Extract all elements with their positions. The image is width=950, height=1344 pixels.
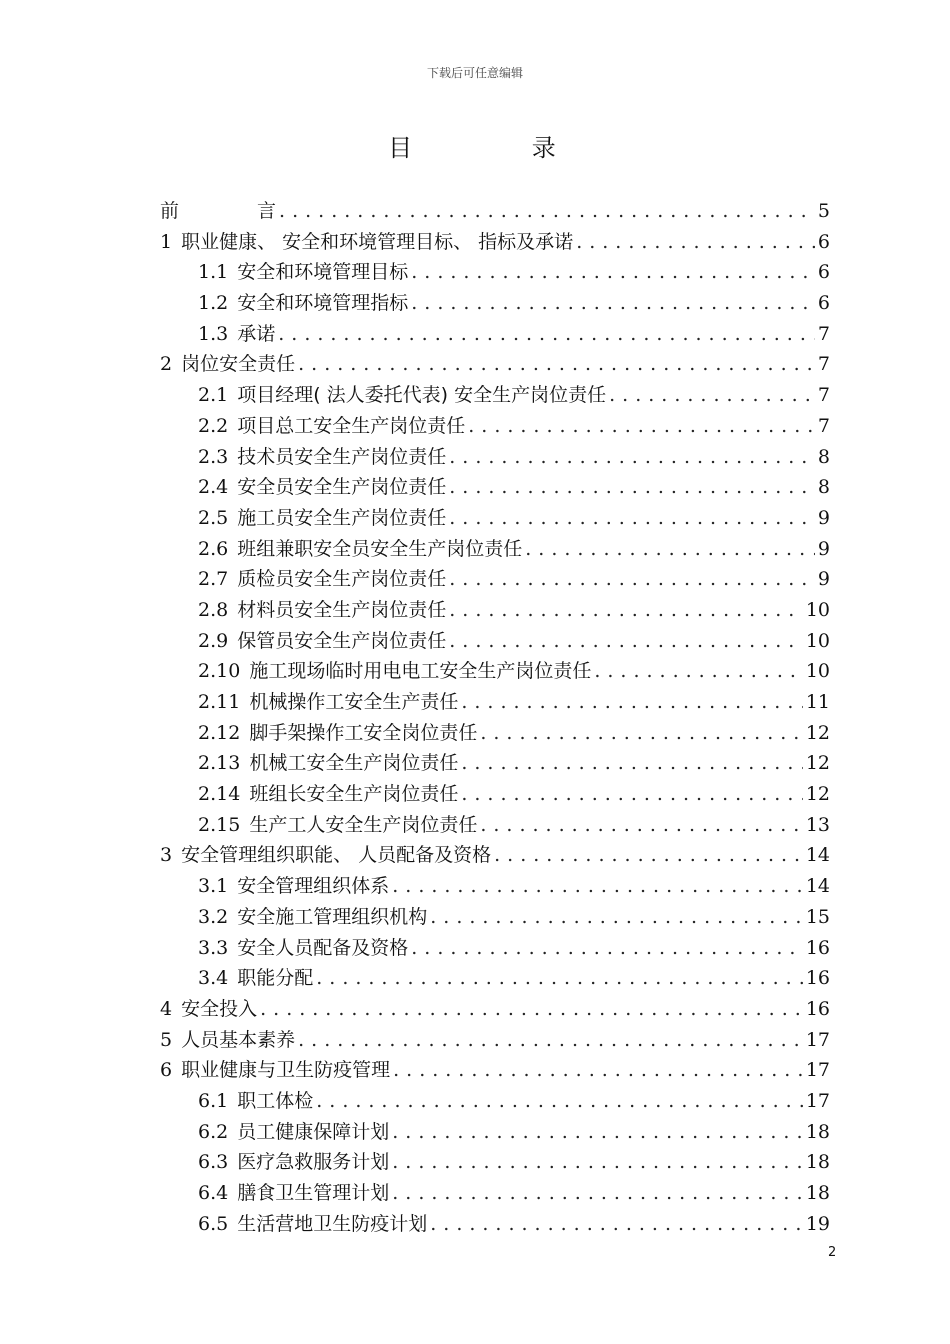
toc-entry-page: 16 bbox=[805, 967, 830, 990]
toc-entry[interactable] bbox=[160, 656, 830, 687]
toc-entry-number: 3.1 bbox=[198, 875, 229, 898]
toc-entry-number: 2.7 bbox=[198, 568, 229, 591]
toc-entry-page: 18 bbox=[805, 1151, 830, 1174]
toc-dot-leader bbox=[480, 718, 802, 749]
toc-entry-title: 前 言 bbox=[160, 200, 277, 222]
toc-entry[interactable] bbox=[160, 349, 830, 380]
toc-entry[interactable] bbox=[160, 472, 830, 503]
toc-entry-title: 岗位安全责任 bbox=[181, 353, 296, 376]
toc-entry-page: 17 bbox=[805, 1028, 830, 1051]
toc-entry-title: 安全管理组织职能、 人员配备及资格 bbox=[181, 844, 492, 867]
toc-entry-title: 脚手架操作工安全岗位责任 bbox=[249, 721, 478, 744]
toc-dot-leader bbox=[392, 871, 803, 902]
toc-entry-title: 安全和环境管理指标 bbox=[237, 292, 409, 315]
toc-entry-number: 5 bbox=[160, 1028, 173, 1051]
toc-dot-leader bbox=[594, 656, 802, 687]
toc-entry-title: 施工员安全生产岗位责任 bbox=[237, 506, 447, 529]
toc-entry[interactable] bbox=[160, 963, 830, 994]
toc-entry-number: 2.13 bbox=[198, 752, 241, 775]
page-header: 下载后可任意编辑 bbox=[426, 66, 523, 80]
toc-entry[interactable] bbox=[160, 411, 830, 442]
toc-entry-title: 机械工安全生产岗位责任 bbox=[249, 752, 459, 775]
toc-entry-title: 职能分配 bbox=[237, 967, 314, 990]
toc-entry[interactable] bbox=[160, 840, 830, 871]
toc-entry-page: 19 bbox=[805, 1212, 830, 1235]
toc-entry-page: 8 bbox=[817, 445, 830, 468]
toc-entry-number: 2 bbox=[160, 353, 173, 376]
toc-entry-page: 7 bbox=[817, 353, 830, 376]
toc-dot-leader bbox=[468, 411, 815, 442]
toc-entry-number: 2.8 bbox=[198, 598, 229, 621]
toc-entry-number: 1.1 bbox=[198, 261, 229, 284]
page-number: 2 bbox=[828, 1245, 837, 1260]
toc-entry-number: 2.1 bbox=[198, 384, 229, 407]
toc-dot-leader bbox=[525, 534, 815, 565]
toc-entry[interactable] bbox=[160, 319, 830, 350]
toc-entry[interactable] bbox=[160, 227, 830, 258]
toc-entry-title: 项目经理( 法人委托代表) 安全生产岗位责任 bbox=[237, 384, 607, 407]
toc-entry[interactable] bbox=[160, 1086, 830, 1117]
toc-entry-title: 班组长安全生产岗位责任 bbox=[249, 783, 459, 806]
toc-entry-number: 2.12 bbox=[198, 721, 241, 744]
toc-entry-number: 4 bbox=[160, 997, 173, 1020]
toc-entry-title: 安全施工管理组织机构 bbox=[237, 905, 428, 928]
toc-entry[interactable] bbox=[160, 442, 830, 473]
toc-entry-page: 7 bbox=[817, 384, 830, 407]
toc-entry-title: 保管员安全生产岗位责任 bbox=[237, 629, 447, 652]
toc-entry-title: 安全和环境管理目标 bbox=[237, 261, 409, 284]
toc-dot-leader bbox=[494, 840, 803, 871]
table-of-contents bbox=[160, 196, 830, 1239]
toc-entry[interactable] bbox=[160, 779, 830, 810]
toc-entry-number: 6 bbox=[160, 1059, 173, 1082]
toc-entry[interactable] bbox=[160, 1117, 830, 1148]
toc-entry-number: 1 bbox=[160, 230, 173, 253]
toc-entry-title: 生活营地卫生防疫计划 bbox=[237, 1212, 428, 1235]
toc-entry-title: 质检员安全生产岗位责任 bbox=[237, 568, 447, 591]
toc-dot-leader bbox=[461, 748, 802, 779]
toc-entry[interactable] bbox=[160, 196, 830, 227]
toc-entry-title: 班组兼职安全员安全生产岗位责任 bbox=[237, 537, 523, 560]
toc-entry[interactable] bbox=[160, 748, 830, 779]
toc-entry-number: 6.3 bbox=[198, 1151, 229, 1174]
toc-entry-page: 17 bbox=[805, 1059, 830, 1082]
toc-dot-leader bbox=[449, 595, 803, 626]
toc-entry[interactable] bbox=[160, 1055, 830, 1086]
toc-entry-number: 6.4 bbox=[198, 1182, 229, 1204]
toc-entry-title: 安全员安全生产岗位责任 bbox=[237, 476, 447, 499]
toc-entry[interactable] bbox=[160, 257, 830, 288]
toc-entry-number: 2.3 bbox=[198, 445, 229, 468]
toc-entry-page: 13 bbox=[805, 813, 830, 836]
toc-dot-leader bbox=[260, 994, 803, 1025]
toc-entry[interactable] bbox=[160, 288, 830, 319]
toc-dot-leader bbox=[461, 687, 802, 718]
toc-entry[interactable] bbox=[160, 595, 830, 626]
toc-dot-leader bbox=[298, 349, 815, 380]
toc-entry-title: 安全管理组织体系 bbox=[237, 875, 390, 898]
toc-entry-number: 1.3 bbox=[198, 322, 229, 345]
toc-entry-number: 6.5 bbox=[198, 1212, 229, 1235]
toc-entry[interactable] bbox=[160, 1147, 830, 1178]
toc-entry-page: 8 bbox=[817, 476, 830, 499]
toc-entry-title: 承诺 bbox=[237, 322, 276, 345]
toc-entry-page: 6 bbox=[817, 230, 830, 253]
toc-entry-title: 医疗急救服务计划 bbox=[237, 1151, 390, 1174]
toc-entry-title: 安全人员配备及资格 bbox=[237, 936, 409, 959]
toc-entry-number: 3.3 bbox=[198, 936, 229, 959]
toc-entry-number: 2.11 bbox=[198, 691, 241, 713]
toc-entry-title: 技术员安全生产岗位责任 bbox=[237, 445, 447, 468]
toc-entry[interactable] bbox=[160, 534, 830, 565]
toc-dot-leader bbox=[411, 257, 815, 288]
toc-entry[interactable] bbox=[160, 564, 830, 595]
toc-entry-title: 项目总工安全生产岗位责任 bbox=[237, 414, 466, 437]
toc-entry[interactable] bbox=[160, 902, 830, 933]
toc-entry-title: 生产工人安全生产岗位责任 bbox=[249, 813, 478, 836]
toc-entry-page: 10 bbox=[805, 598, 830, 621]
toc-entry-page: 9 bbox=[817, 568, 830, 591]
toc-dot-leader bbox=[392, 1178, 803, 1209]
toc-entry-title: 膳食卫生管理计划 bbox=[237, 1182, 390, 1204]
toc-entry[interactable] bbox=[160, 933, 830, 964]
toc-dot-leader bbox=[279, 196, 815, 227]
toc-dot-leader bbox=[393, 1055, 803, 1086]
toc-entry-page: 18 bbox=[805, 1120, 830, 1143]
toc-dot-leader bbox=[278, 319, 815, 350]
toc-dot-leader bbox=[316, 1086, 803, 1117]
toc-entry-number: 2.6 bbox=[198, 537, 229, 560]
toc-entry-page: 12 bbox=[805, 783, 830, 806]
toc-entry[interactable] bbox=[160, 1209, 830, 1240]
toc-entry-page: 16 bbox=[805, 997, 830, 1020]
toc-entry-page: 14 bbox=[805, 875, 830, 898]
toc-entry-number: 6.1 bbox=[198, 1089, 229, 1112]
toc-entry-title: 材料员安全生产岗位责任 bbox=[237, 598, 447, 621]
toc-entry-number: 2.2 bbox=[198, 414, 229, 437]
toc-dot-leader bbox=[430, 902, 803, 933]
toc-entry[interactable] bbox=[160, 1178, 830, 1209]
toc-entry-page: 12 bbox=[805, 721, 830, 744]
toc-entry[interactable] bbox=[160, 871, 830, 902]
toc-dot-leader bbox=[449, 472, 815, 503]
toc-entry-page: 17 bbox=[805, 1089, 830, 1112]
toc-title: 目 录 bbox=[388, 134, 612, 162]
toc-dot-leader bbox=[449, 503, 815, 534]
toc-entry[interactable] bbox=[160, 718, 830, 749]
toc-dot-leader bbox=[430, 1209, 803, 1240]
toc-entry-number: 6.2 bbox=[198, 1120, 229, 1143]
toc-entry-title: 员工健康保障计划 bbox=[237, 1120, 390, 1143]
toc-entry-title: 安全投入 bbox=[181, 997, 258, 1020]
toc-entry-page: 6 bbox=[817, 261, 830, 284]
toc-dot-leader bbox=[449, 626, 803, 657]
toc-entry-title: 职业健康与卫生防疫管理 bbox=[181, 1059, 391, 1082]
toc-dot-leader bbox=[411, 288, 815, 319]
toc-entry-page: 6 bbox=[817, 292, 830, 315]
toc-entry-page: 11 bbox=[805, 691, 830, 713]
toc-dot-leader bbox=[392, 1147, 803, 1178]
toc-dot-leader bbox=[576, 227, 815, 258]
toc-entry-number: 3 bbox=[160, 844, 173, 867]
toc-entry[interactable] bbox=[160, 503, 830, 534]
toc-entry-page: 7 bbox=[817, 414, 830, 437]
toc-entry-page: 16 bbox=[805, 936, 830, 959]
toc-entry-number: 2.15 bbox=[198, 813, 241, 836]
toc-entry-page: 12 bbox=[805, 752, 830, 775]
toc-entry-title: 职业健康、 安全和环境管理目标、 指标及承诺 bbox=[181, 230, 574, 253]
toc-entry[interactable] bbox=[160, 1025, 830, 1056]
toc-entry-page: 14 bbox=[805, 844, 830, 867]
toc-entry-page: 15 bbox=[805, 905, 830, 928]
toc-entry-page: 10 bbox=[805, 629, 830, 652]
toc-entry-title: 人员基本素养 bbox=[181, 1028, 296, 1051]
toc-entry-number: 3.4 bbox=[198, 967, 229, 990]
toc-entry[interactable] bbox=[160, 380, 830, 411]
toc-dot-leader bbox=[449, 442, 815, 473]
toc-dot-leader bbox=[392, 1117, 803, 1148]
toc-dot-leader bbox=[298, 1025, 803, 1056]
toc-entry-page: 5 bbox=[817, 200, 830, 222]
toc-entry-number: 2.14 bbox=[198, 783, 241, 806]
toc-dot-leader bbox=[411, 933, 803, 964]
toc-entry-title: 施工现场临时用电电工安全生产岗位责任 bbox=[249, 660, 592, 683]
toc-entry-number: 3.2 bbox=[198, 905, 229, 928]
toc-entry-title: 机械操作工安全生产责任 bbox=[249, 691, 459, 713]
toc-dot-leader bbox=[609, 380, 815, 411]
toc-entry[interactable] bbox=[160, 994, 830, 1025]
toc-entry[interactable] bbox=[160, 626, 830, 657]
toc-entry-page: 9 bbox=[817, 537, 830, 560]
toc-dot-leader bbox=[461, 779, 802, 810]
toc-entry-number: 2.5 bbox=[198, 506, 229, 529]
toc-entry-page: 7 bbox=[817, 322, 830, 345]
toc-entry-page: 9 bbox=[817, 506, 830, 529]
toc-dot-leader bbox=[480, 810, 802, 841]
toc-entry[interactable] bbox=[160, 687, 830, 718]
toc-entry-title: 职工体检 bbox=[237, 1089, 314, 1112]
toc-dot-leader bbox=[449, 564, 815, 595]
toc-dot-leader bbox=[316, 963, 803, 994]
toc-entry-number: 2.10 bbox=[198, 660, 241, 683]
toc-entry-number: 2.4 bbox=[198, 476, 229, 499]
toc-entry[interactable] bbox=[160, 810, 830, 841]
toc-entry-number: 1.2 bbox=[198, 292, 229, 315]
toc-entry-number: 2.9 bbox=[198, 629, 229, 652]
toc-entry-page: 18 bbox=[805, 1182, 830, 1204]
toc-entry-page: 10 bbox=[805, 660, 830, 683]
